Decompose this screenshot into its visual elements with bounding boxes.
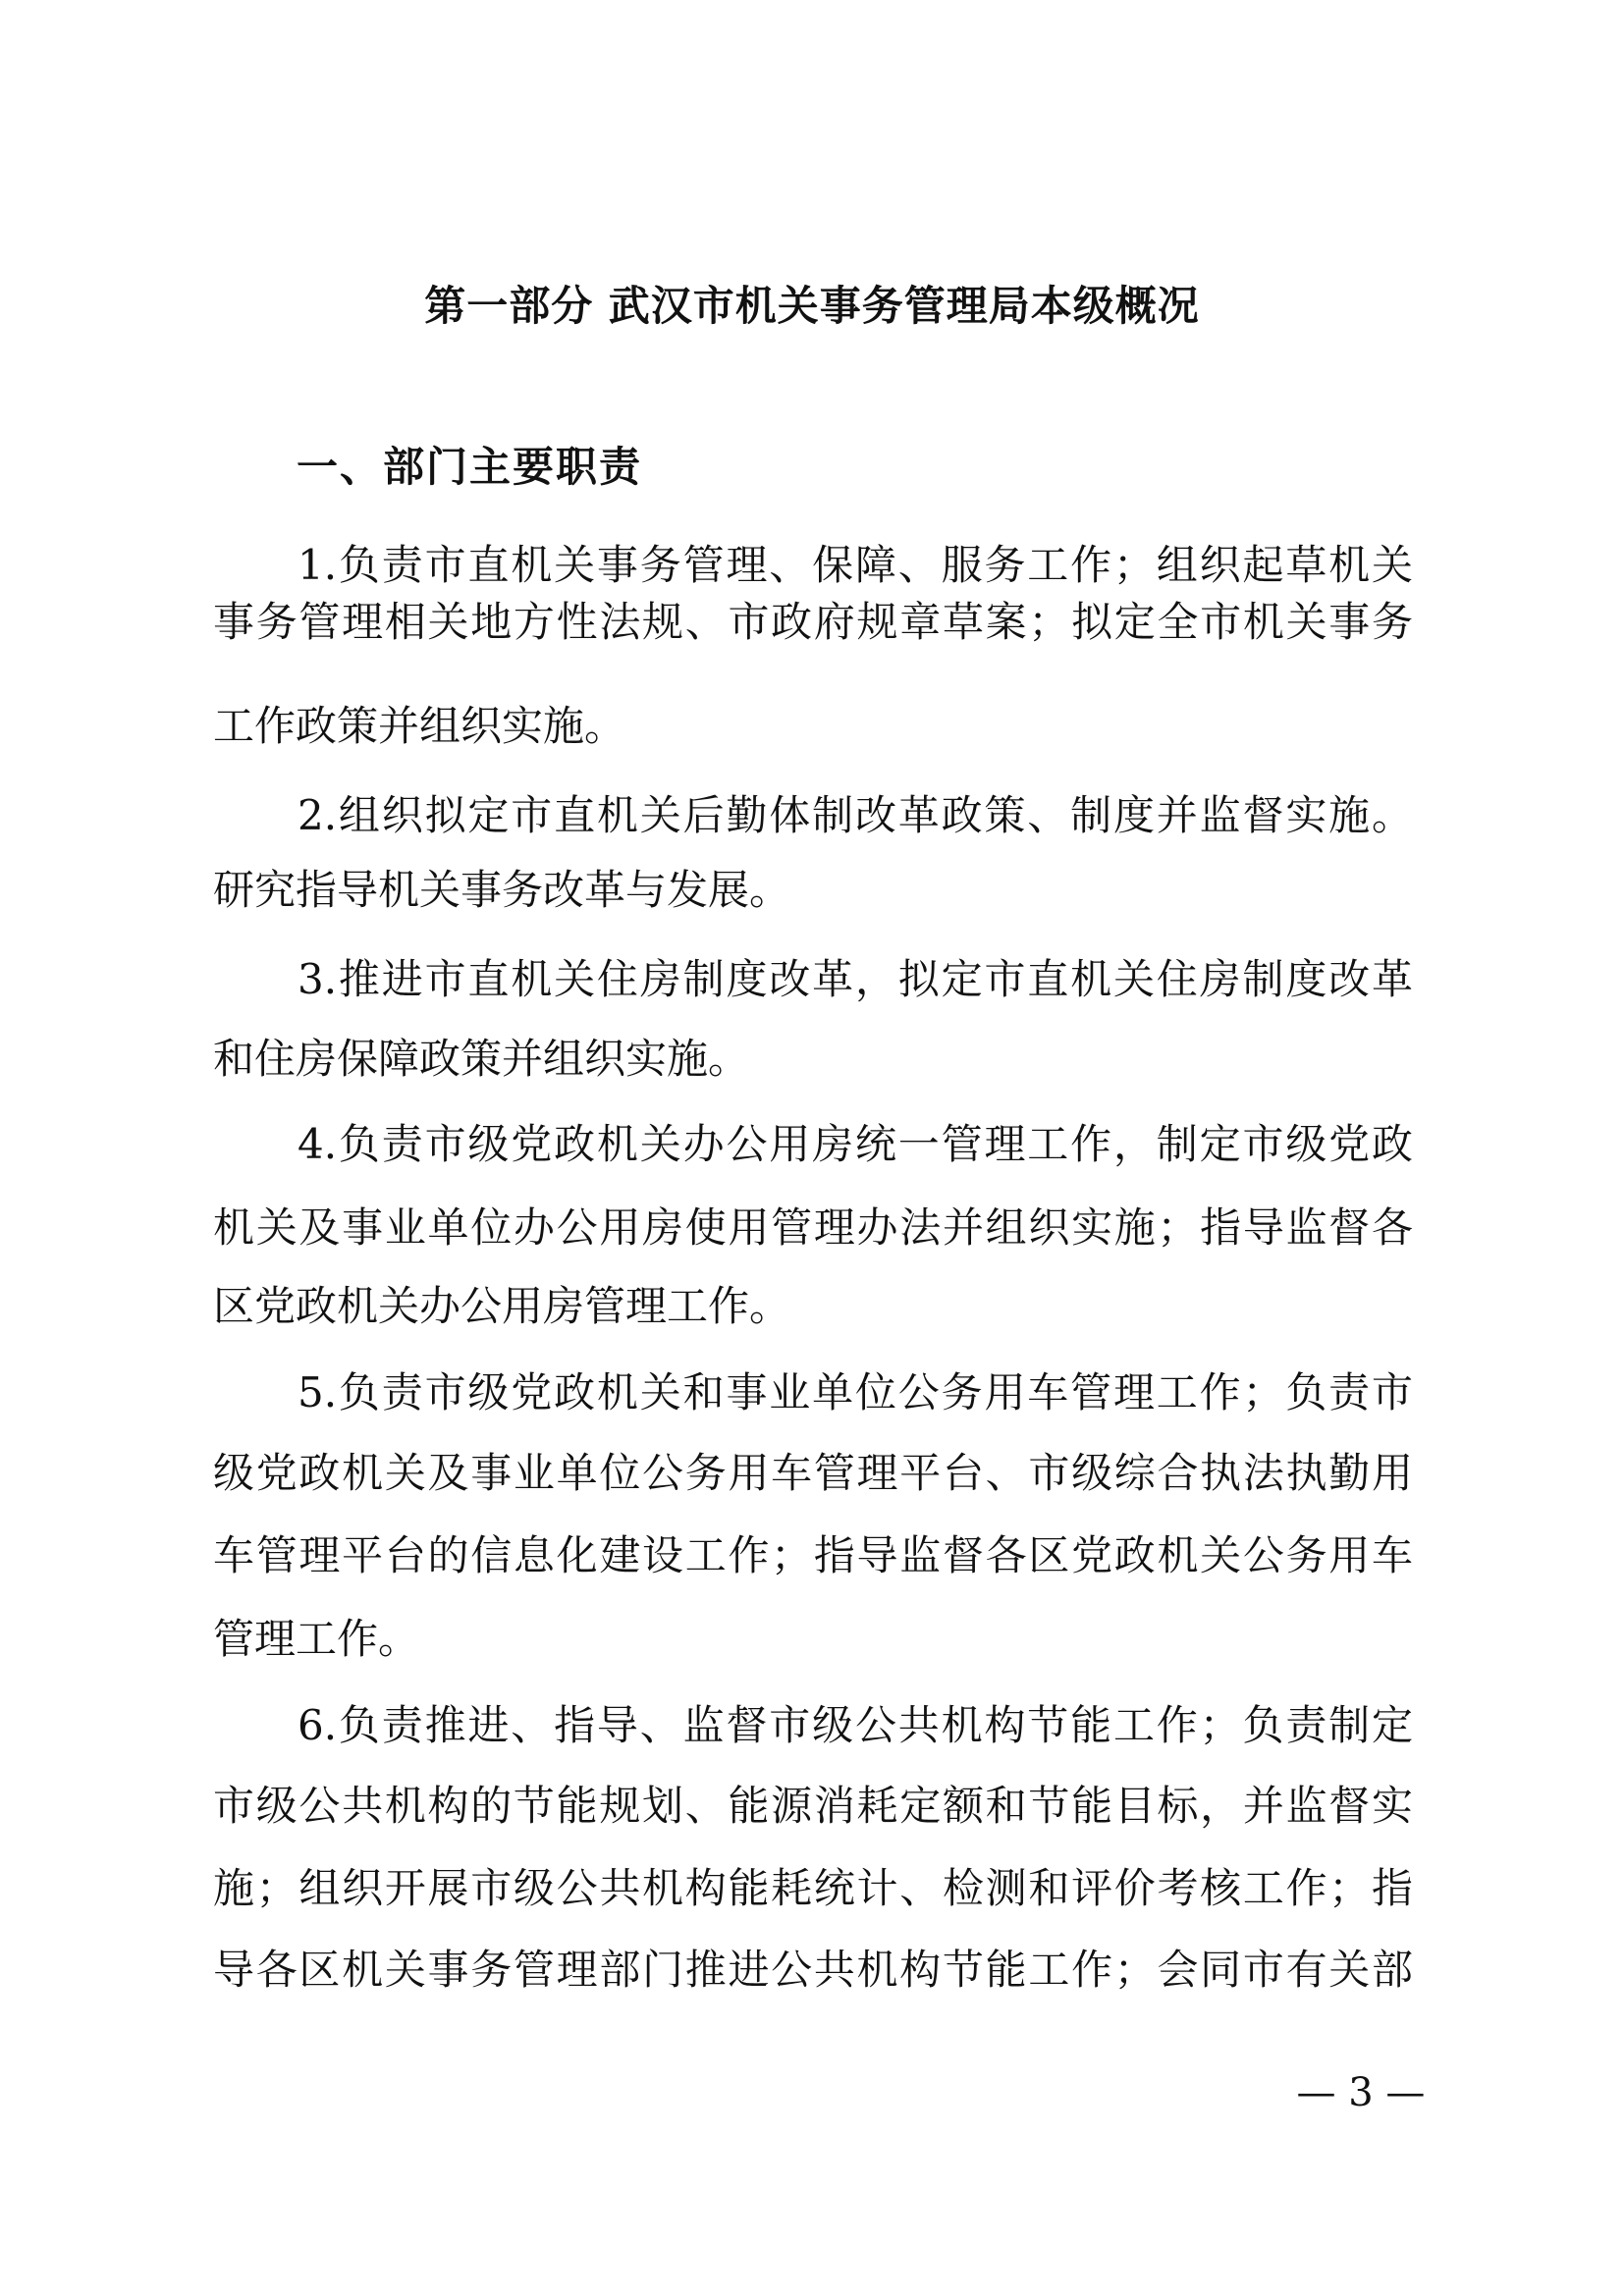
paragraph-line: 车管理平台的信息化建设工作；指导监督各区党政机关公务用车 — [213, 1531, 1413, 1579]
paragraph-line: 3.推进市直机关住房制度改革，拟定市直机关住房制度改革 — [298, 955, 1413, 1003]
paragraph-line: 工作政策并组织实施。 — [213, 702, 626, 750]
paragraph-line: 2.组织拟定市直机关后勤体制改革政策、制度并监督实施。 — [298, 791, 1413, 839]
paragraph-line: 区党政机关办公用房管理工作。 — [213, 1282, 791, 1330]
paragraph-line: 导各区机关事务管理部门推进公共机构节能工作；会同市有关部 — [213, 1946, 1413, 1994]
paragraph-line: 管理工作。 — [213, 1615, 420, 1663]
paragraph-line: 事务管理相关地方性法规、市政府规章草案；拟定全市机关事务 — [213, 598, 1413, 646]
paragraph-line: 5.负责市级党政机关和事业单位公务用车管理工作；负责市 — [298, 1368, 1413, 1416]
paragraph-line: 4.负责市级党政机关办公用房统一管理工作，制定市级党政 — [298, 1120, 1413, 1168]
page-title: 第一部分 武汉市机关事务管理局本级概况 — [424, 282, 1200, 330]
paragraph-line: 研究指导机关事务改革与发展。 — [213, 866, 791, 914]
paragraph-line: 6.负责推进、指导、监督市级公共机构节能工作；负责制定 — [298, 1701, 1413, 1749]
paragraph-line: 市级公共机构的节能规划、能源消耗定额和节能目标，并监督实 — [213, 1782, 1413, 1830]
paragraph-line: 级党政机关及事业单位公务用车管理平台、市级综合执法执勤用 — [213, 1449, 1413, 1497]
section-heading: 一、部门主要职责 — [297, 443, 643, 491]
paragraph-line: 和住房保障政策并组织实施。 — [213, 1035, 750, 1083]
paragraph-line: 施；组织开展市级公共机构能耗统计、检测和评价考核工作；指 — [213, 1864, 1413, 1912]
paragraph-line: 1.负责市直机关事务管理、保障、服务工作；组织起草机关 — [298, 541, 1413, 589]
paragraph-line: 机关及事业单位办公用房使用管理办法并组织实施；指导监督各 — [213, 1203, 1413, 1252]
page-number: — 3 — — [1296, 2070, 1426, 2115]
